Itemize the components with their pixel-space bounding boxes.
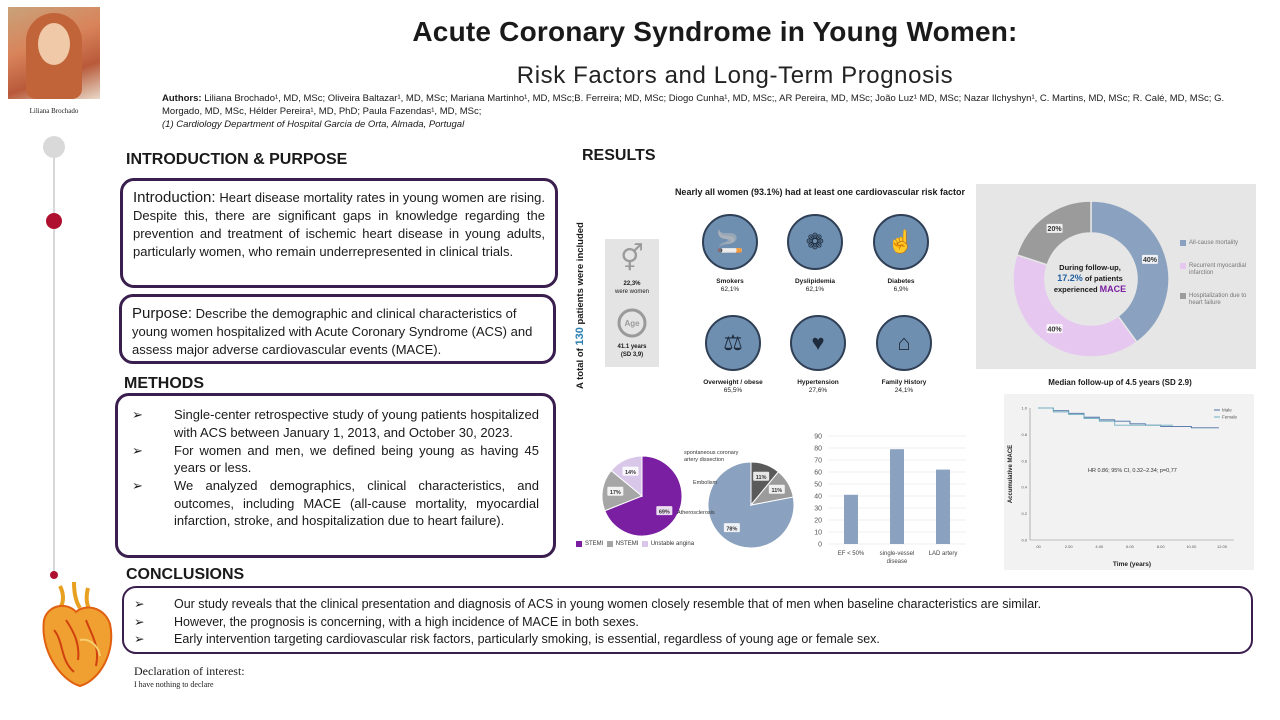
cigarette-icon: 🚬: [702, 214, 758, 270]
x-tick-label: 6.00: [1126, 544, 1134, 549]
declaration-heading: Declaration of interest:: [134, 664, 245, 678]
affiliation: (1) Cardiology Department of Hospital Garcia de Orta, Almada, Portugal: [162, 119, 465, 130]
risk-factor-hypertension: [778, 315, 858, 395]
introduction-text: Heart disease mortality rates in young women are rising. Despite this, there are significant gaps in knowledge regarding the prevention and treatment of ischemic heart disease in young adults, particularly women, who remain underrepresented in clinical trials.: [133, 190, 545, 259]
authors-label: Authors:: [162, 93, 202, 104]
hr-annotation: HR 0.86; 95% CI, 0.32–2.34; p=0,77: [1088, 468, 1177, 474]
data-label: 69%: [658, 509, 670, 516]
scale-icon: ⚖: [705, 315, 761, 371]
bullet-arrow-icon: ➢: [134, 597, 145, 611]
data-label: 17%: [609, 489, 621, 496]
risk-factor-overweight: [693, 315, 773, 395]
bar: [936, 470, 950, 544]
mace-legend: [1180, 240, 1252, 307]
lipid-drop-icon: ❁: [787, 214, 843, 270]
data-label: 14%: [624, 469, 637, 476]
bullet-arrow-icon: ➢: [132, 442, 143, 458]
y-tick-label: 1.0: [1021, 405, 1027, 411]
x-tick-label: 2.00: [1064, 544, 1073, 549]
total-patients-number: 130: [574, 327, 586, 346]
family-house-icon: ⌂: [876, 315, 932, 371]
y-tick-label: 90: [814, 433, 822, 441]
authors: [162, 92, 1252, 118]
bullet-arrow-icon: ➢: [132, 407, 143, 422]
y-tick-label: 70: [814, 457, 822, 465]
etiology-label-embolism: Embolism: [693, 480, 718, 486]
y-tick-label: 50: [814, 481, 822, 489]
purpose-paragraph: [132, 305, 543, 359]
methods-item: ➢ For women and men, we defined being young as having 45 years or less.: [132, 442, 539, 475]
y-tick-label: 40: [814, 493, 822, 501]
x-tick-label: LAD artery: [928, 551, 958, 557]
risk-factor-value: 24,1%: [894, 387, 914, 394]
legend-item: Recurrent myocardial infarction: [1180, 263, 1252, 277]
x-tick-label: single-vessel: [879, 551, 915, 557]
methods-item: ➢ We analyzed demographics, clinical characteristics, and outcomes, including MACE (all-cause mortality, myocardial infarction, stroke, and hospitalization due to heart failure).: [132, 478, 539, 528]
risk-factor-label: Hypertension: [797, 379, 839, 386]
bar: [844, 495, 858, 544]
declaration-text: I have nothing to declare: [134, 680, 214, 689]
introduction-paragraph: [133, 189, 545, 261]
age-sd: (SD 3,9): [620, 352, 644, 358]
x-tick-label: disease: [886, 559, 908, 565]
conclusion-item: ➢ Early intervention targeting cardiovascular risk factors, particularly smoking, is essential, regardless of young age or female sex.: [134, 632, 880, 646]
legend-label: Male: [1222, 407, 1232, 413]
risk-factor-label: Dyslipidemia: [794, 278, 836, 285]
methods-box: [115, 393, 556, 558]
legend-item: All-cause mortality: [1180, 240, 1252, 247]
risk-factor-value: 65,5%: [723, 387, 743, 394]
author-photo: [8, 7, 100, 99]
x-tick-label: EF < 50%: [837, 551, 865, 557]
acs-type-legend: STEMI NSTEMI Unstable angina: [576, 541, 716, 547]
data-label: 11%: [755, 474, 767, 481]
y-tick-label: 0.6: [1021, 458, 1027, 464]
conclusions-heading: CONCLUSIONS: [126, 566, 245, 583]
purpose-text: Describe the demographic and clinical characteristics of young women hospitalized with Acute Coronary Syndrome (ACS) and assess major adverse cardiovascular events (MACE).: [132, 306, 533, 357]
x-axis-label: Time (years): [1112, 561, 1152, 568]
y-tick-label: 0.0: [1021, 537, 1027, 543]
total-patients-label: A total of 130 patients were included: [574, 222, 586, 389]
age-cycle-icon: [605, 307, 659, 344]
timeline-dot-small: [50, 571, 58, 579]
heart-pressure-icon: ♥: [790, 315, 846, 371]
mace-center-word: MACE: [1099, 284, 1127, 294]
legend-item: Hospitalization due to heart failure: [1180, 293, 1252, 307]
conclusion-item: ➢ However, the prognosis is concerning, with a high incidence of MACE in both sexes.: [134, 614, 639, 629]
y-tick-label: 0.8: [1021, 431, 1027, 437]
y-tick-label: 20: [814, 517, 822, 525]
bar: [890, 449, 904, 544]
women-label: were women: [614, 289, 649, 295]
demographics-box: [605, 239, 659, 367]
poster-subtitle: Risk Factors and Long-Term Prognosis: [516, 62, 954, 89]
y-tick-label: 60: [814, 469, 822, 477]
conclusion-item: ➢ Our study reveals that the clinical presentation and diagnosis of ACS in young women closely resemble that of men when baseline characteristics are similar.: [134, 597, 1042, 611]
etiology-label-dissection: spontaneous coronary artery dissection: [684, 450, 739, 463]
purpose-box: [119, 294, 556, 364]
age-value: 41.1 years: [617, 344, 647, 350]
data-label: 40%: [1047, 326, 1062, 334]
gender-symbol-icon: ⚥: [620, 243, 644, 273]
poster-title: Acute Coronary Syndrome in Young Women:: [412, 16, 1018, 47]
timeline-dot-grey: [43, 136, 65, 158]
y-tick-label: 0: [818, 541, 822, 549]
risk-factor-value: 62,1%: [805, 286, 825, 293]
mace-center-text: During follow-up, 17.2% of patients experienced MACE: [1053, 263, 1127, 294]
conclusions-box: [122, 586, 1253, 654]
etiology-label-atherosclerosis: Atherosclerosis: [677, 510, 715, 516]
risk-factor-label: Overweight / obese: [703, 379, 763, 386]
risk-factors-title: Nearly all women (93.1%) had at least one cardiovascular risk factor: [674, 187, 966, 197]
x-tick-label: 4.00: [1095, 544, 1104, 549]
risk-factor-label: Smokers: [716, 278, 744, 285]
anatomical-heart-icon: [30, 580, 120, 690]
y-axis-label: Accumulative MACE: [1008, 444, 1014, 504]
y-tick-label: 0.4: [1021, 484, 1027, 490]
mace-center-pct: 17.2%: [1057, 273, 1083, 283]
methods-heading: METHODS: [124, 375, 204, 392]
legend-label: Female: [1222, 414, 1238, 420]
authors-text: Liliana Brochado¹, MD, MSc; Oliveira Baltazar¹, MD, MSc; Mariana Martinho¹, MD, MSc;B. Ferreira; MD, MSc; Diogo Cunha¹, MD, MSc;, AR Pereira, MD, MSc; João Luz¹ MD, MSc; Nazar Ilchyshyn¹, C. Martins, MD, MSc; R. Calé, MD, MSc; G. Morgado, MD, MSc, Hélder Pereira¹, MD, PhD; Paula Fazendas¹, MD, MSc;: [162, 93, 1225, 117]
followup-title: Median follow-up of 4.5 years (SD 2.9): [1048, 378, 1192, 387]
finger-prick-icon: ☝: [873, 214, 929, 270]
y-tick-label: 10: [814, 529, 822, 537]
introduction-box: [120, 178, 558, 288]
risk-factor-dyslipidemia: [775, 214, 855, 294]
risk-factor-value: 62,1%: [720, 286, 740, 293]
bullet-arrow-icon: ➢: [132, 478, 143, 493]
x-tick-label: 10.00: [1186, 544, 1197, 549]
age-label: Age: [624, 319, 640, 328]
x-tick-label: 8.00: [1156, 544, 1165, 549]
y-tick-label: 0.2: [1021, 511, 1027, 517]
intro-heading: INTRODUCTION & PURPOSE: [126, 151, 348, 168]
introduction-lead: Introduction:: [133, 189, 216, 206]
data-label: 78%: [726, 526, 738, 533]
risk-factor-label: Diabetes: [887, 278, 915, 285]
y-tick-label: 30: [814, 505, 822, 513]
angiography-bar-chart: [800, 428, 972, 570]
timeline-dot-red: [46, 213, 62, 229]
methods-item: ➢ Single-center retrospective study of young patients hospitalized with ACS between January 1, 2013, and October 30, 2023.: [132, 407, 539, 440]
women-percent: 22,3%: [623, 281, 641, 287]
risk-factor-smokers: [690, 214, 770, 294]
risk-factor-value: 27,6%: [808, 387, 828, 394]
x-tick-label: .00: [1035, 544, 1041, 549]
purpose-lead: Purpose:: [132, 305, 193, 322]
bullet-arrow-icon: ➢: [134, 632, 145, 646]
risk-factor-value: 6,9%: [893, 286, 909, 293]
risk-factor-family-history: [864, 315, 944, 395]
data-label: 40%: [1142, 257, 1157, 265]
bullet-arrow-icon: ➢: [134, 614, 145, 629]
km-curve-chart: [1004, 394, 1254, 572]
risk-factor-label: Family History: [881, 379, 927, 386]
results-heading: RESULTS: [582, 147, 656, 164]
y-tick-label: 80: [814, 445, 822, 453]
risk-factor-diabetes: [861, 214, 941, 294]
x-tick-label: 12.00: [1216, 544, 1228, 549]
data-label: 11%: [771, 487, 783, 494]
data-label: 20%: [1047, 226, 1062, 234]
photo-caption: Liliana Brochado: [29, 107, 79, 115]
